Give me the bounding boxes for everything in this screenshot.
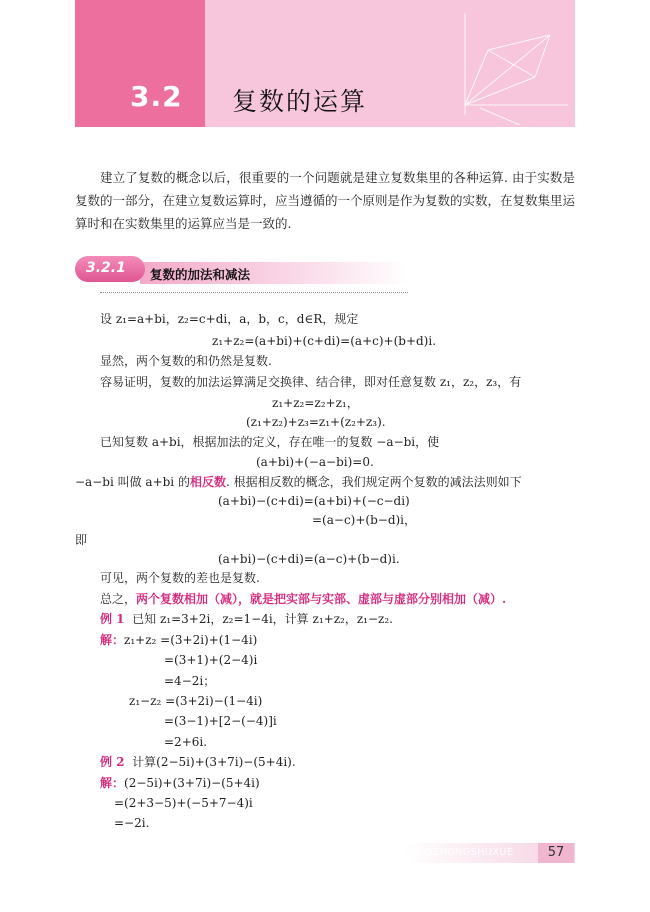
solution-label: 解： bbox=[100, 776, 125, 790]
text-line: 可见，两个复数的差也是复数. bbox=[100, 571, 260, 585]
example-1-line bbox=[100, 611, 393, 627]
solution-line bbox=[100, 775, 260, 791]
term-opposite-number: 相反数 bbox=[189, 475, 226, 489]
complex-plane-decoration bbox=[440, 5, 570, 125]
page-number: 57 bbox=[538, 843, 574, 863]
text-line: 容易证明，复数的加法运算满足交换律、结合律，即对任意复数 z₁，z₂，z₃，有 bbox=[100, 375, 522, 389]
formula-span: z₁+z₂ =(3+2i)+(1−4i) bbox=[124, 633, 258, 647]
formula-line: =(3+1)+(2−4)i bbox=[164, 653, 258, 667]
formula-line: z₁−z₂ =(3+2i)−(1−4i) bbox=[129, 694, 263, 708]
formula-line: =2+6i. bbox=[164, 735, 208, 749]
subsection-title: 复数的加法和减法 bbox=[150, 267, 251, 282]
section-title: 复数的运算 bbox=[232, 87, 368, 116]
formula-line: =(3−1)+[2−(−4)]i bbox=[164, 714, 277, 728]
footer-series-title: GAOZHONGSHUXUE bbox=[410, 847, 514, 858]
text-span: . 根据相反数的概念，我们规定两个复数的减法法则如下 bbox=[225, 475, 522, 489]
formula-line: (a+bi)−(c+di)=(a+bi)+(−c−di) bbox=[218, 494, 410, 508]
text-line: 即 bbox=[75, 533, 88, 547]
summary-rule: 两个复数相加（减），就是把实部与实部、虚部与虚部分别相加（减）. bbox=[136, 592, 507, 606]
formula-line: z₁+z₂=z₂+z₁， bbox=[272, 396, 359, 410]
summary-line bbox=[100, 591, 506, 607]
example-1-text: 已知 z₁=3+2i，z₂=1−4i，计算 z₁+z₂，z₁−z₂. bbox=[132, 612, 393, 626]
text-line: 显然，两个复数的和仍然是复数. bbox=[100, 354, 272, 368]
formula-line: =(a−c)+(b−d)i， bbox=[312, 513, 417, 527]
example-2-label: 例 2 bbox=[100, 755, 125, 769]
text-line: 设 z₁=a+bi，z₂=c+di，a，b，c，d∈R，规定 bbox=[100, 312, 359, 326]
dotted-divider bbox=[100, 292, 408, 293]
formula-line: =(2+3−5)+(−5+7−4)i bbox=[114, 796, 253, 810]
formula-line: =−2i. bbox=[114, 816, 150, 830]
formula-line: =4−2i； bbox=[164, 674, 216, 688]
text-line bbox=[75, 474, 522, 490]
formula-line: (z₁+z₂)+z₃=z₁+(z₂+z₃). bbox=[246, 415, 386, 429]
formula-span: (2−5i)+(3+7i)−(5+4i) bbox=[124, 776, 260, 790]
formula-line: (a+bi)+(−a−bi)=0. bbox=[256, 455, 374, 469]
formula-line: z₁+z₂=(a+bi)+(c+di)=(a+c)+(b+d)i. bbox=[212, 334, 437, 348]
example-2-text: 计算(2−5i)+(3+7i)−(5+4i). bbox=[132, 755, 296, 769]
intro-paragraph: 建立了复数的概念以后，很重要的一个问题就是建立复数集里的各种运算. 由于实数是复数的一部分，在建立复数运算时，应当遵循的一个原则是作为复数的实数，在复数集里运算时和在实数集里的运算应当是一致的. bbox=[75, 170, 576, 231]
subsection-number: 3.2.1 bbox=[86, 260, 126, 276]
solution-line bbox=[100, 632, 257, 648]
solution-label: 解： bbox=[100, 633, 125, 647]
formula-line: (a+bi)−(c+di)=(a−c)+(b−d)i. bbox=[218, 552, 400, 566]
text-span: −a−bi 叫做 a+bi 的 bbox=[75, 475, 190, 489]
section-number: 3.2 bbox=[130, 80, 183, 113]
text-span: 总之， bbox=[100, 592, 137, 606]
text-line: 已知复数 a+bi，根据加法的定义，存在唯一的复数 −a−bi，使 bbox=[100, 435, 440, 449]
example-2-line bbox=[100, 754, 296, 770]
example-1-label: 例 1 bbox=[100, 612, 125, 626]
